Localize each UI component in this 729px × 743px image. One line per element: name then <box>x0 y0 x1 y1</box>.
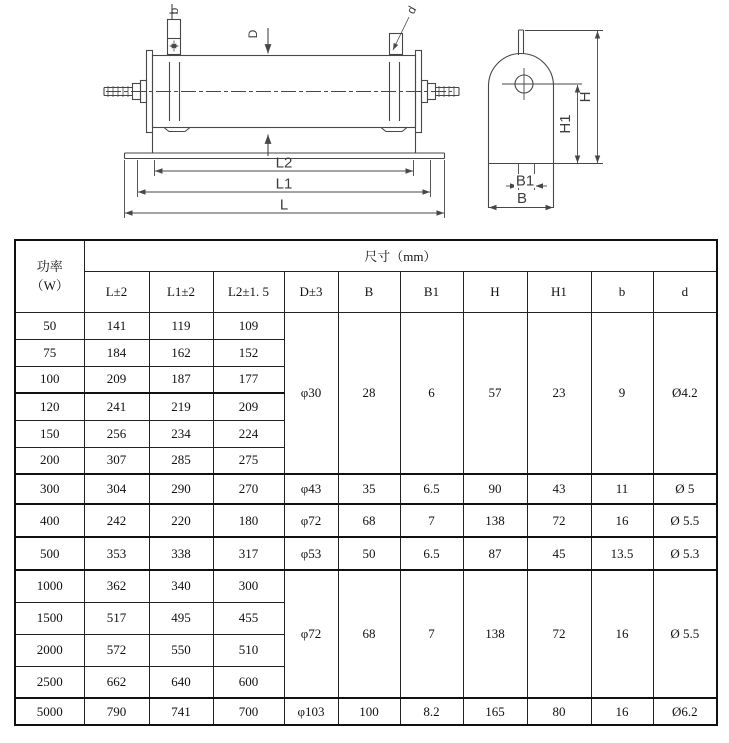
cell-power: 100 <box>15 366 84 393</box>
col-header-b: b <box>591 271 653 312</box>
cell-L: 662 <box>84 666 149 698</box>
cell-B: 35 <box>338 474 400 504</box>
cell-L1: 119 <box>149 312 213 339</box>
cell-B1: 6.5 <box>400 474 463 504</box>
cell-b: 11 <box>591 474 653 504</box>
cell-L: 304 <box>84 474 149 504</box>
table-row <box>15 570 717 602</box>
col-header-L: L±2 <box>84 271 149 312</box>
col-header-d: d <box>653 271 717 312</box>
diameter-label: D <box>246 29 260 39</box>
cell-L: 241 <box>84 393 149 420</box>
cell-L1: 340 <box>149 570 213 602</box>
dimension-B-label: B <box>516 190 528 207</box>
cell-H: 165 <box>463 698 527 725</box>
cell-L: 184 <box>84 339 149 366</box>
cell-L2: 455 <box>213 602 284 634</box>
table-row <box>15 537 717 570</box>
cell-H1-merged: 23 <box>527 312 591 474</box>
cell-power: 1000 <box>15 570 84 602</box>
power-header-cell <box>15 240 84 312</box>
dimension-L-label: L <box>279 196 289 214</box>
cell-B-merged: 68 <box>338 570 400 698</box>
cell-L2: 275 <box>213 447 284 474</box>
resistor-body <box>106 51 452 133</box>
col-header-B: B <box>338 271 400 312</box>
cell-power: 300 <box>15 474 84 504</box>
cell-L1: 550 <box>149 634 213 666</box>
bracket-top-tab <box>519 30 524 55</box>
col-header-H1: H1 <box>527 271 591 312</box>
table-row <box>15 474 717 504</box>
cell-L: 362 <box>84 570 149 602</box>
cell-L: 242 <box>84 504 149 537</box>
cell-L: 572 <box>84 634 149 666</box>
cell-H: 87 <box>463 537 527 570</box>
cell-b: 16 <box>591 698 653 725</box>
power-header-line1: 功率 <box>36 258 63 274</box>
cell-H1: 72 <box>527 504 591 537</box>
cell-d: Ø6.2 <box>653 698 717 725</box>
dimension-H-label: H <box>577 91 594 103</box>
cell-L: 353 <box>84 537 149 570</box>
cell-power: 120 <box>15 393 84 420</box>
side-view-drawing <box>104 4 459 218</box>
cell-L2: 270 <box>213 474 284 504</box>
terminal-lug-right <box>390 17 410 55</box>
cell-d: Ø 5.3 <box>653 537 717 570</box>
technical-drawing <box>0 0 729 234</box>
cell-power: 200 <box>15 447 84 474</box>
cell-D: φ53 <box>284 537 338 570</box>
cell-B1: 7 <box>400 504 463 537</box>
cell-L: 256 <box>84 420 149 447</box>
cell-L2: 510 <box>213 634 284 666</box>
cell-L2: 317 <box>213 537 284 570</box>
cell-d-merged: Ø4.2 <box>653 312 717 474</box>
cell-H1: 45 <box>527 537 591 570</box>
cell-L2: 600 <box>213 666 284 698</box>
cell-L2: 109 <box>213 312 284 339</box>
table-header-row-2 <box>15 271 717 312</box>
cell-L2: 152 <box>213 339 284 366</box>
cell-b: 13.5 <box>591 537 653 570</box>
cell-L1: 187 <box>149 366 213 393</box>
lug-width-label: b <box>167 7 181 15</box>
cell-B1: 6.5 <box>400 537 463 570</box>
cell-L1: 495 <box>149 602 213 634</box>
mounting-hole <box>502 68 582 100</box>
table-row <box>15 312 717 339</box>
table-header-row-1 <box>15 240 717 271</box>
cell-power: 1500 <box>15 602 84 634</box>
cell-power: 500 <box>15 537 84 570</box>
cell-power: 75 <box>15 339 84 366</box>
col-header-D: D±3 <box>284 271 338 312</box>
size-header-cell: 尺寸（mm） <box>84 240 717 271</box>
cell-L: 307 <box>84 447 149 474</box>
cell-L: 517 <box>84 602 149 634</box>
cell-power: 150 <box>15 420 84 447</box>
cell-d: Ø 5.5 <box>653 504 717 537</box>
col-header-L2: L2±1. 5 <box>213 271 284 312</box>
table-row <box>15 698 717 725</box>
cell-L2: 209 <box>213 393 284 420</box>
dimension-L1-label: L1 <box>275 175 293 193</box>
col-header-B1: B1 <box>400 271 463 312</box>
cell-d: Ø 5 <box>653 474 717 504</box>
cell-power: 50 <box>15 312 84 339</box>
cell-L1: 741 <box>149 698 213 725</box>
cell-H1-merged: 72 <box>527 570 591 698</box>
cell-L1: 219 <box>149 393 213 420</box>
cell-L: 209 <box>84 366 149 393</box>
cell-L2: 180 <box>213 504 284 537</box>
cell-L2: 177 <box>213 366 284 393</box>
cell-L: 141 <box>84 312 149 339</box>
cell-b-merged: 9 <box>591 312 653 474</box>
cell-L1: 338 <box>149 537 213 570</box>
cell-B1-merged: 7 <box>400 570 463 698</box>
cell-b: 16 <box>591 504 653 537</box>
cell-power: 2000 <box>15 634 84 666</box>
cell-power: 2500 <box>15 666 84 698</box>
dimension-B1-label: B1 <box>515 172 535 190</box>
cell-D-merged: φ30 <box>284 312 338 474</box>
cell-B: 100 <box>338 698 400 725</box>
cell-H1: 43 <box>527 474 591 504</box>
cell-H: 138 <box>463 504 527 537</box>
cell-H-merged: 138 <box>463 570 527 698</box>
cell-L1: 640 <box>149 666 213 698</box>
cell-L1: 285 <box>149 447 213 474</box>
cell-L2: 224 <box>213 420 284 447</box>
dimension-H1-label: H1 <box>557 114 574 134</box>
cell-D: φ43 <box>284 474 338 504</box>
cell-D: φ103 <box>284 698 338 725</box>
end-view-drawing <box>489 30 604 208</box>
dimension-L2-label: L2 <box>275 154 293 172</box>
cell-power: 400 <box>15 504 84 537</box>
col-header-L1: L1±2 <box>149 271 213 312</box>
cell-D: φ72 <box>284 504 338 537</box>
cell-B1-merged: 6 <box>400 312 463 474</box>
cell-L: 790 <box>84 698 149 725</box>
table-row <box>15 504 717 537</box>
cell-L2: 300 <box>213 570 284 602</box>
dimension-table <box>14 239 718 726</box>
cell-H-merged: 57 <box>463 312 527 474</box>
cell-b-merged: 16 <box>591 570 653 698</box>
cell-B-merged: 28 <box>338 312 400 474</box>
cell-L1: 162 <box>149 339 213 366</box>
cell-D-merged: φ72 <box>284 570 338 698</box>
cell-L1: 234 <box>149 420 213 447</box>
power-header-line2: （W） <box>30 278 69 294</box>
cell-B: 50 <box>338 537 400 570</box>
cell-d-merged: Ø 5.5 <box>653 570 717 698</box>
cell-L1: 220 <box>149 504 213 537</box>
cell-power: 5000 <box>15 698 84 725</box>
hole-diameter-label: d <box>403 3 420 17</box>
cell-H: 90 <box>463 474 527 504</box>
cell-H1: 80 <box>527 698 591 725</box>
cell-L1: 290 <box>149 474 213 504</box>
cell-L2: 700 <box>213 698 284 725</box>
cell-B: 68 <box>338 504 400 537</box>
col-header-H: H <box>463 271 527 312</box>
cell-B1: 8.2 <box>400 698 463 725</box>
